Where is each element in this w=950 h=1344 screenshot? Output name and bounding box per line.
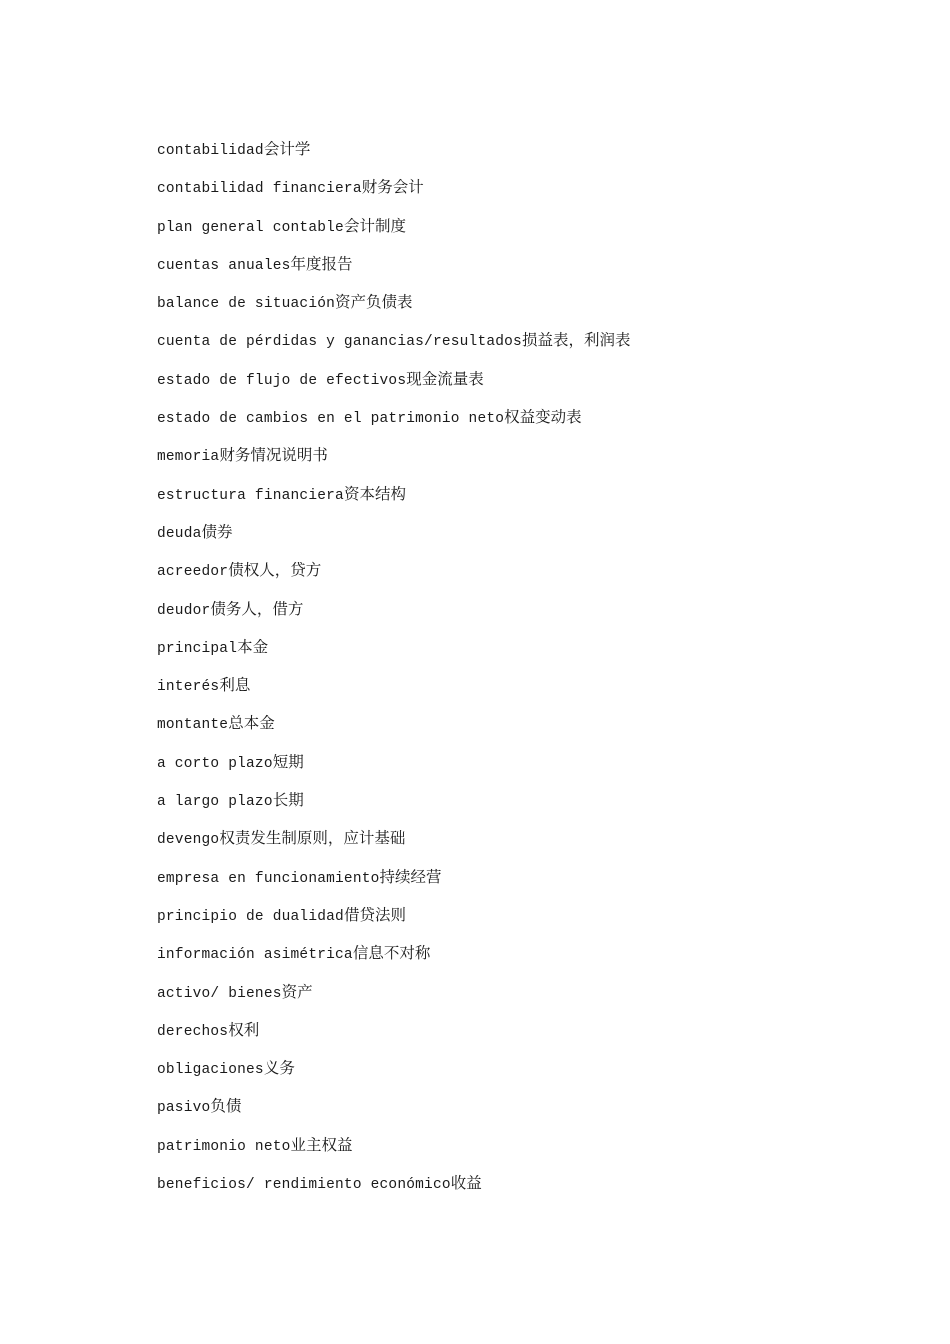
spanish-term: obligaciones	[157, 1062, 264, 1079]
spanish-term: principal	[157, 640, 238, 657]
chinese-term: 会计学	[263, 140, 311, 158]
chinese-term: 义务	[263, 1059, 295, 1078]
chinese-term: 利息	[219, 676, 251, 695]
spanish-term: patrimonio neto	[157, 1138, 291, 1155]
spanish-term: pasivo	[157, 1100, 211, 1117]
glossary-entry	[157, 215, 630, 253]
spanish-term: contabilidad financiera	[157, 181, 362, 198]
spanish-term: deudor	[157, 602, 211, 619]
glossary-entry	[157, 1134, 630, 1172]
spanish-term: a largo plazo	[157, 794, 273, 811]
chinese-term: 损益表，利润表	[521, 331, 631, 350]
chinese-term: 会计制度	[343, 216, 406, 235]
chinese-term: 财务会计	[361, 178, 424, 197]
glossary-entry	[157, 1057, 630, 1095]
spanish-term: empresa en funcionamiento	[157, 870, 380, 887]
glossary-entry	[157, 636, 630, 674]
chinese-term: 本金	[237, 637, 269, 656]
glossary-entry	[157, 406, 630, 444]
spanish-term: derechos	[157, 1023, 229, 1040]
chinese-term: 年度报告	[290, 254, 353, 273]
glossary-entry	[157, 138, 630, 176]
glossary-entry	[157, 712, 630, 750]
chinese-term: 资本结构	[343, 484, 406, 503]
spanish-term: información asimétrica	[157, 947, 353, 964]
spanish-term: plan general contable	[157, 219, 344, 236]
spanish-term: devengo	[157, 832, 220, 849]
chinese-term: 债券	[201, 522, 233, 541]
glossary-entry	[157, 942, 630, 980]
spanish-term: activo/ bienes	[157, 985, 282, 1002]
glossary-entry	[157, 559, 630, 597]
chinese-term: 债务人，借方	[210, 599, 304, 618]
glossary-entry	[157, 789, 630, 827]
glossary-entry	[157, 329, 630, 367]
glossary-entry	[157, 483, 630, 521]
spanish-term: a corto plazo	[157, 755, 273, 772]
chinese-term: 信息不对称	[352, 944, 431, 963]
chinese-term: 负债	[210, 1097, 242, 1116]
glossary-entry	[157, 368, 630, 406]
glossary-entry	[157, 291, 630, 329]
glossary-entry	[157, 751, 630, 789]
glossary-entry	[157, 1095, 630, 1133]
spanish-term: estructura financiera	[157, 487, 344, 504]
glossary-entry	[157, 904, 630, 942]
chinese-term: 总本金	[228, 714, 275, 733]
spanish-term: memoria	[157, 449, 220, 466]
chinese-term: 财务情况说明书	[219, 446, 328, 465]
spanish-term: principio de dualidad	[157, 908, 344, 925]
chinese-term: 债权人，贷方	[228, 561, 322, 580]
spanish-term: balance de situación	[157, 296, 336, 313]
spanish-term: cuenta de pérdidas y ganancias/resultados	[157, 334, 522, 351]
glossary-entry	[157, 981, 630, 1019]
glossary-entry	[157, 866, 630, 904]
spanish-term: interés	[157, 679, 220, 696]
glossary-entry	[157, 521, 630, 559]
spanish-term: estado de flujo de efectivos	[157, 372, 407, 389]
chinese-term: 长期	[272, 791, 304, 810]
glossary-entry	[157, 598, 630, 636]
chinese-term: 资产负债表	[335, 293, 413, 312]
chinese-term: 持续经营	[379, 867, 442, 886]
spanish-term: montante	[157, 717, 229, 734]
glossary-entry	[157, 1172, 630, 1210]
spanish-term: deuda	[157, 525, 202, 542]
spanish-term: cuentas anuales	[157, 257, 291, 274]
chinese-term: 权责发生制原则，应计基础	[219, 829, 406, 848]
glossary-entry	[157, 827, 630, 865]
chinese-term: 业主权益	[290, 1135, 353, 1154]
chinese-term: 资产	[281, 982, 313, 1001]
glossary-entry	[157, 674, 630, 712]
chinese-term: 短期	[272, 752, 304, 771]
glossary-entry	[157, 253, 630, 291]
spanish-term: estado de cambios en el patrimonio neto	[157, 411, 505, 428]
chinese-term: 收益	[450, 1174, 482, 1193]
spanish-term: contabilidad	[157, 143, 264, 159]
chinese-term: 权利	[228, 1020, 260, 1039]
glossary-entry	[157, 176, 630, 214]
spanish-term: beneficios/ rendimiento económico	[157, 1177, 451, 1194]
chinese-term: 现金流量表	[406, 369, 484, 388]
glossary-entry	[157, 444, 630, 482]
chinese-term: 权益变动表	[504, 408, 582, 427]
spanish-term: acreedor	[157, 564, 229, 581]
glossary-entry	[157, 1019, 630, 1057]
glossary-list	[157, 138, 630, 1210]
chinese-term: 借贷法则	[343, 905, 406, 924]
